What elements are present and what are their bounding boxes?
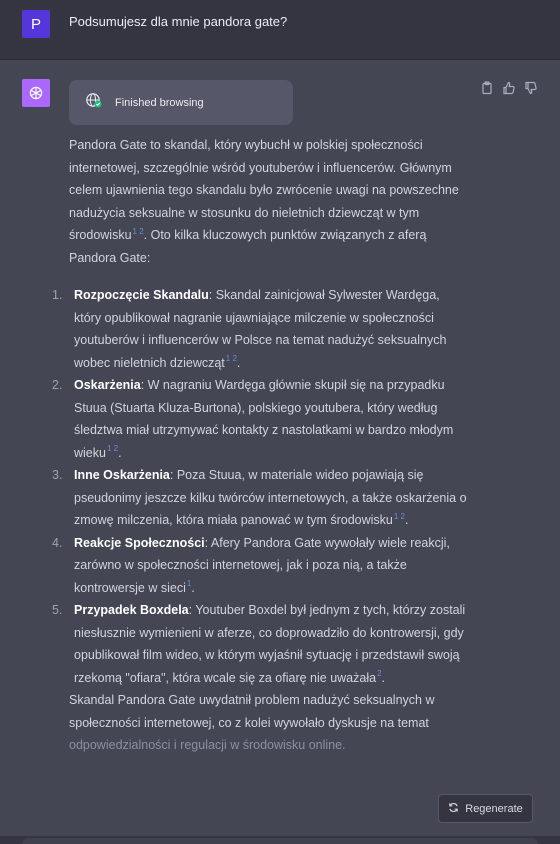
- citation-link[interactable]: 1: [186, 579, 192, 589]
- citation-link[interactable]: 1 2: [132, 226, 144, 236]
- citation-link[interactable]: 1 2: [225, 354, 237, 364]
- globe-check-icon: [85, 91, 103, 114]
- intro-paragraph: Pandora Gate to skandal, który wybuchł w polskiej społeczności internetowej, szczególnie wśród youtuberów i influencerów. Głównym celem ujawnienia tego skandalu było zwrócenie uwagi na powszechne nadużycia seksualne w stosunku do nieletnich dziewcząt w tym środowisku$^{1 2}$. Oto kilka kluczowych punktów związanych z aferą Pandora Gate:: [69, 138, 459, 265]
- assistant-response: [52, 134, 469, 757]
- list-item: 3. Inne Oskarżenia: Poza Stuua, w materiale wideo pojawiają się pseudonimy jeszcze kilku twórców internetowych, a także oskarżenia o zmowę milczenia, która miała panować w tym środowisku$^{1 2}$.: [52, 468, 467, 527]
- list-item: 5. Przypadek Boxdela: Youtuber Boxdel był jednym z tych, którzy zostali niesłusznie wymienieni w aferze, co doprowadziło do kontrowersji, gdy opublikował film wideo, w którym wyjaśnił sytuację i przedstawił swoją rzekomą "ofiara", która wcale się za ofiarę nie uważała$^2$.: [52, 603, 466, 685]
- user-message-text: Podsumujesz dla mnie pandora gate?: [69, 14, 288, 29]
- list-item: 4. Reakcje Społeczności: Afery Pandora Gate wywołały wiele reakcji, zarówno w społeczności internetowej, jak i poza nią, a także kontrowersje w sieci$^1$.: [52, 535, 450, 595]
- message-actions: [480, 81, 538, 95]
- input-area-edge: [0, 836, 560, 844]
- summary-paragraph: Skandal Pandora Gate uwydatnił problem nadużyć seksualnych w społeczności internetowej, co z kolei wywołało dyskusje na temat odpowiedzialności i regulacji w środowisku online.: [69, 693, 435, 752]
- thumbs-down-icon[interactable]: [524, 81, 538, 95]
- list-item: 2. Oskarżenia: W nagraniu Wardęga głównie skupił się na przypadku Stuua (Stuarta Kluza-Burtona), polskiego youtubera, który według śledztwa miał utrzymywać kontakty z nastolatkami w bardzo młodym wieku$^{1 2}$.: [52, 378, 454, 460]
- browsing-status-label: Finished browsing: [115, 96, 204, 109]
- regenerate-button[interactable]: [438, 794, 533, 823]
- regenerate-label: Regenerate: [465, 802, 523, 815]
- refresh-icon: [448, 802, 459, 816]
- openai-logo-icon: [22, 79, 50, 107]
- browsing-status[interactable]: [69, 80, 293, 125]
- user-message-block: [0, 0, 560, 60]
- key-points-list: [52, 284, 469, 689]
- citation-link[interactable]: 1 2: [393, 511, 405, 521]
- thumbs-up-icon[interactable]: [502, 81, 516, 95]
- prompt-input-top[interactable]: [22, 838, 538, 844]
- citation-link[interactable]: 2: [377, 669, 382, 679]
- citation-link[interactable]: 1 2: [106, 444, 119, 454]
- list-item: 1. Rozpoczęcie Skandalu: Skandal zainicjował Sylwester Wardęga, który opublikował nagranie ujawniające milczenie w społeczności youtuberów i influencerów w Polsce na temat nadużyć seksualnych wobec nieletnich dziewcząt$^{1 2}$.: [52, 288, 447, 370]
- assistant-message-block: [0, 60, 560, 844]
- user-avatar: P: [22, 10, 50, 38]
- clipboard-icon[interactable]: [480, 81, 494, 95]
